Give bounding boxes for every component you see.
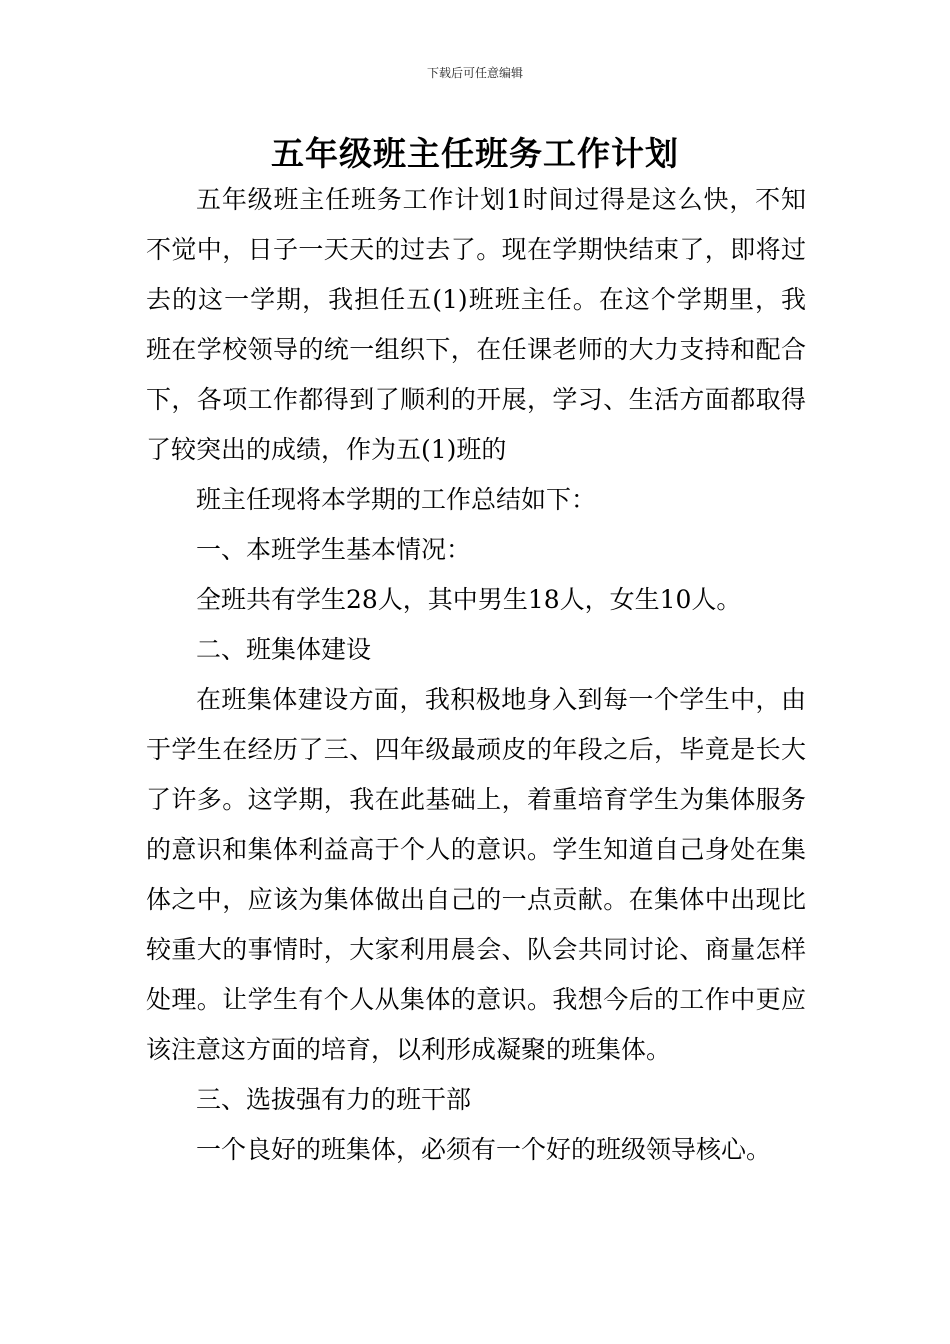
paragraph-class-building: 在班集体建设方面，我积极地身入到每一个学生中，由于学生在经历了三、四年级最顽皮的年段之后，毕竟是长大了许多。这学期，我在此基础上，着重培育学生为集体服务的意识和集体利益高于个人的意识。学生知道自己身处在集体之中，应该为集体做出自己的一点贡献。在集体中出现比较重大的事情时，大家利用晨会、队会共同讨论、商量怎样处理。让学生有个人从集体的意识。我想今后的工作中更应该注意这方面的培育，以利形成凝聚的班集体。 [146,685,806,1064]
paragraph-summary-lead: 班主任现将本学期的工作总结如下： [196,485,597,514]
paragraph-class-leaders: 一个良好的班集体，必须有一个好的班级领导核心。 [196,1135,772,1164]
document-body [146,175,806,1175]
paragraph-student-count: 全班共有学生28人，其中男生18人，女生10人。 [196,585,742,614]
section-heading-1: 一、本班学生基本情况： [196,535,472,564]
section-heading-2: 二、班集体建设 [196,635,372,664]
section-heading-3: 三、选拔强有力的班干部 [196,1085,472,1114]
paragraph-intro: 五年级班主任班务工作计划1时间过得是这么快，不知不觉中，日子一天天的过去了。现在学期快结束了，即将过去的这一学期，我担任五(1)班班主任。在这个学期里，我班在学校领导的统一组织下，在任课老师的大力支持和配合下，各项工作都得到了顺利的开展，学习、生活方面都取得了较突出的成绩，作为五(1)班的 [146,185,806,464]
document-title: 五年级班主任班务工作计划 [271,134,679,173]
header-note: 下载后可任意编辑 [426,66,523,80]
